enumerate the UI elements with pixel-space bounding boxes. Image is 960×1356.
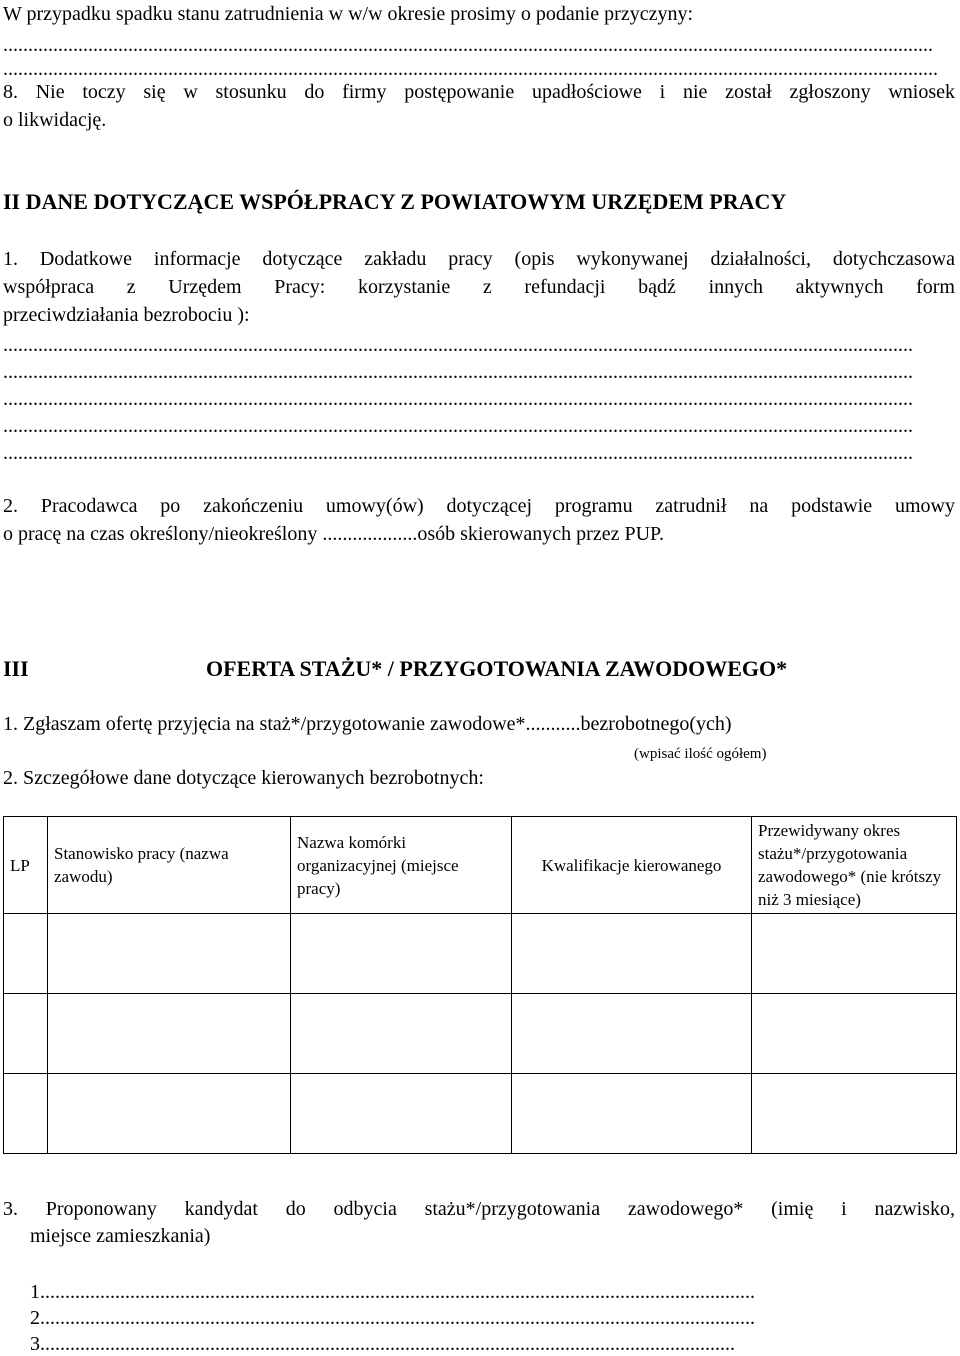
reason-prompt: W przypadku spadku stanu zatrudnienia w w/w okresie prosimy o podanie przyczyny: [3,3,693,25]
section-3-item-3-line: miejsce zamieszkania) [30,1225,211,1247]
answer-dots-line[interactable]: ...................................................................................................................................................................................... [3,334,913,356]
candidate-line-2[interactable]: 2............................................................................................................................................... [30,1307,755,1329]
table-cell[interactable] [291,1074,512,1154]
reason-dots-line[interactable]: ........................................................................................................................................................................................... [3,58,938,80]
candidates-table [3,816,957,1154]
table-cell[interactable] [4,994,48,1074]
section-3-roman-numeral: III [3,656,29,681]
item-1-note: (wpisać ilość ogółem) [634,746,767,762]
section-2-item-1-line: współpraca z Urzędem Pracy: korzystanie z refundacji bądź innych aktywnych form [3,276,955,298]
answer-dots-line[interactable]: ...................................................................................................................................................................................... [3,361,913,383]
item-8-line: 8. Nie toczy się w stosunku do firmy postępowanie upadłościowe i nie został zgłoszony wniosek [3,81,955,103]
answer-dots-line[interactable]: ...................................................................................................................................................................................... [3,388,913,410]
table-cell[interactable] [48,1074,291,1154]
table-cell[interactable] [48,914,291,994]
table-cell[interactable] [48,994,291,1074]
table-cell[interactable] [752,1074,957,1154]
section-2-item-2-line: o pracę na czas określony/nieokreślony ...................osób skierowanych przez PUP. [3,523,664,545]
item-8-line: o likwidację. [3,109,107,131]
column-header-lp: LP [4,817,48,914]
table-cell[interactable] [512,1074,752,1154]
table-row [4,914,957,994]
column-header-department: Nazwa komórki organizacyjnej (miejsce pracy) [291,817,512,914]
table-cell[interactable] [752,994,957,1074]
table-cell[interactable] [512,914,752,994]
candidate-line-3[interactable]: 3........................................................................................................................................... [30,1333,735,1355]
table-cell[interactable] [4,1074,48,1154]
table-row [4,994,957,1074]
candidate-line-1[interactable]: 1............................................................................................................................................... [30,1281,755,1303]
section-3-heading: OFERTA STAŻU* / PRZYGOTOWANIA ZAWODOWEGO* [206,656,788,681]
section-2-item-2-line: 2. Pracodawca po zakończeniu umowy(ów) dotyczącej programu zatrudnił na podstawie umowy [3,495,955,517]
column-header-duration: Przewidywany okres stażu*/przygotowania zawodowego* (nie krótszy niż 3 miesiące) [752,817,957,914]
table-cell[interactable] [512,994,752,1074]
table-cell[interactable] [752,914,957,994]
table-cell[interactable] [291,994,512,1074]
table-cell[interactable] [291,914,512,994]
table-row [4,1074,957,1154]
table-cell[interactable] [4,914,48,994]
column-header-qualifications: Kwalifikacje kierowanego [512,817,752,914]
section-3-item-2: 2. Szczegółowe dane dotyczące kierowanych bezrobotnych: [3,767,484,789]
section-3-item-3-line: 3. Proponowany kandydat do odbycia stażu*/przygotowania zawodowego* (imię i nazwisko, [3,1198,955,1220]
section-2-item-1-line: przeciwdziałania bezrobociu ): [3,304,250,326]
table-header-row [4,817,957,914]
section-2-item-1-line: 1. Dodatkowe informacje dotyczące zakładu pracy (opis wykonywanej działalności, dotychczasowa [3,248,955,270]
column-header-position: Stanowisko pracy (nazwa zawodu) [48,817,291,914]
section-3-item-1: 1. Zgłaszam ofertę przyjęcia na staż*/przygotowanie zawodowe*...........bezrobotnego(ych) [3,713,732,735]
reason-dots-line[interactable]: .......................................................................................................................................................................................... [3,34,933,56]
answer-dots-line[interactable]: ...................................................................................................................................................................................... [3,415,913,437]
answer-dots-line[interactable]: ...................................................................................................................................................................................... [3,442,913,464]
section-2-heading: II DANE DOTYCZĄCE WSPÓŁPRACY Z POWIATOWYM URZĘDEM PRACY [3,189,787,214]
